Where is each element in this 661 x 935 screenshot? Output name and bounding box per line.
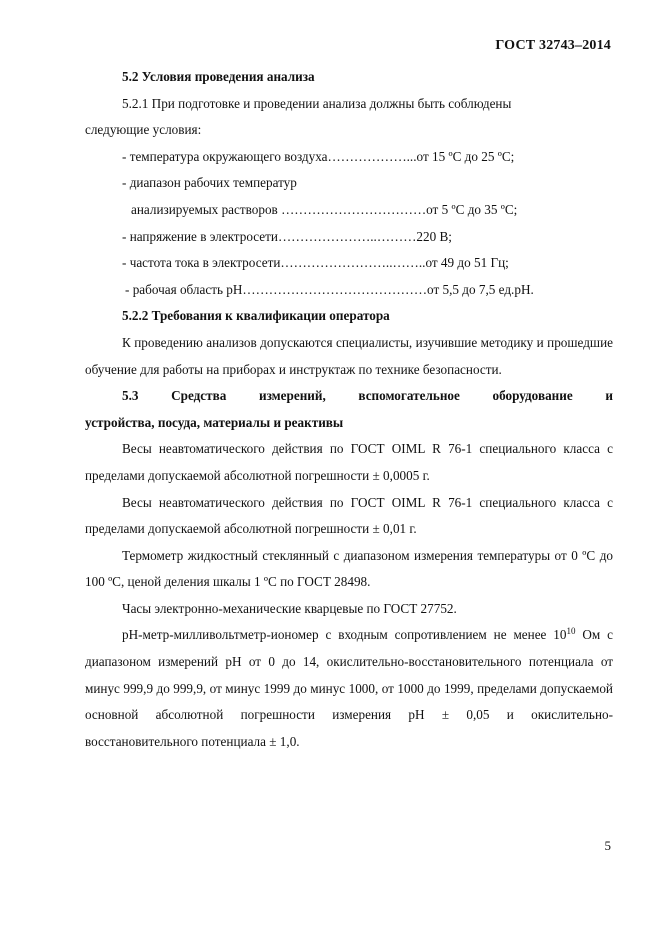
section-5-2-1-line2: следующие условия: bbox=[85, 122, 202, 138]
section-5-2-heading: 5.2 Условия проведения анализа bbox=[122, 69, 315, 84]
ph-meter-text-start: рН-метр-милливольтметр-иономер с входным сопротивлением не менее 10 bbox=[122, 627, 567, 643]
section-5-3-heading-line1 bbox=[85, 383, 613, 410]
paragraph-scales-2: Весы неавтоматического действия по ГОСТ OIML R 76-1 специального класса с пределами допускаемой абсолютной погрешности ± 0,01 г. bbox=[85, 494, 613, 537]
paragraph-scales-1: Весы неавтоматического действия по ГОСТ OIML R 76-1 специального класса с пределами допускаемой абсолютной погрешности ± 0,0005 г. bbox=[85, 441, 613, 483]
heading-word: измерений, bbox=[258, 388, 326, 404]
exponent: 10 bbox=[566, 626, 576, 637]
standard-header: ГОСТ 32743–2014 bbox=[495, 38, 611, 53]
page-number: 5 bbox=[604, 838, 611, 853]
condition-ph-range: - рабочая область рН……………………………………от 5,5 до 7,5 ед.рН. bbox=[125, 281, 534, 297]
document-body bbox=[85, 64, 613, 755]
section-5-2-2-text: К проведению анализов допускаются специалисты, изучившие методику и прошедшие обучение для работы на приборах и инструктаж по технике безопасности. bbox=[85, 334, 613, 377]
heading-word: и bbox=[605, 388, 613, 404]
section-5-3-heading-line2: устройства, посуда, материалы и реактивы bbox=[85, 414, 344, 430]
heading-word: Средства bbox=[171, 388, 227, 404]
condition-working-range: - диапазон рабочих температур bbox=[122, 175, 297, 191]
section-5-2-1-line1: 5.2.1 При подготовке и проведении анализа должны быть соблюдены bbox=[122, 95, 512, 111]
heading-word: оборудование bbox=[492, 388, 573, 404]
paragraph-ph-meter bbox=[85, 622, 613, 755]
condition-voltage: - напряжение в электросети…………………..………220 В; bbox=[122, 228, 452, 244]
condition-air-temperature: - температура окружающего воздуха………………...от 15 ºС до 25 ºС; bbox=[122, 148, 515, 164]
paragraph-thermometer: Термометр жидкостный стеклянный с диапазоном измерения температуры от 0 ºС до 100 ºС, ценой деления шкалы 1 ºС по ГОСТ 28498. bbox=[85, 547, 613, 590]
heading-word: вспомогательное bbox=[358, 388, 460, 404]
paragraph-clock: Часы электронно-механические кварцевые по ГОСТ 27752. bbox=[122, 600, 457, 616]
condition-solutions-temperature: анализируемых растворов ……………………………от 5 ºС до 35 ºС; bbox=[131, 201, 518, 217]
section-5-2-2-heading: 5.2.2 Требования к квалификации оператора bbox=[122, 308, 390, 324]
ph-meter-text-rest: Ом с диапазоном измерений рН от 0 до 14, окислительно-восстановительного потенциала от минус 999,9 до 999,9, от минус 1999 до минус 1000, от 1000 до 1999, пределами допускаемой основной абсолютной погрешности измерения рН ± 0,05 и окислительно-восстановительного потенциала ± 1,0. bbox=[85, 627, 613, 749]
heading-word: 5.3 bbox=[122, 388, 139, 404]
condition-frequency: - частота тока в электросети……………………..……..от 49 до 51 Гц; bbox=[122, 255, 509, 271]
